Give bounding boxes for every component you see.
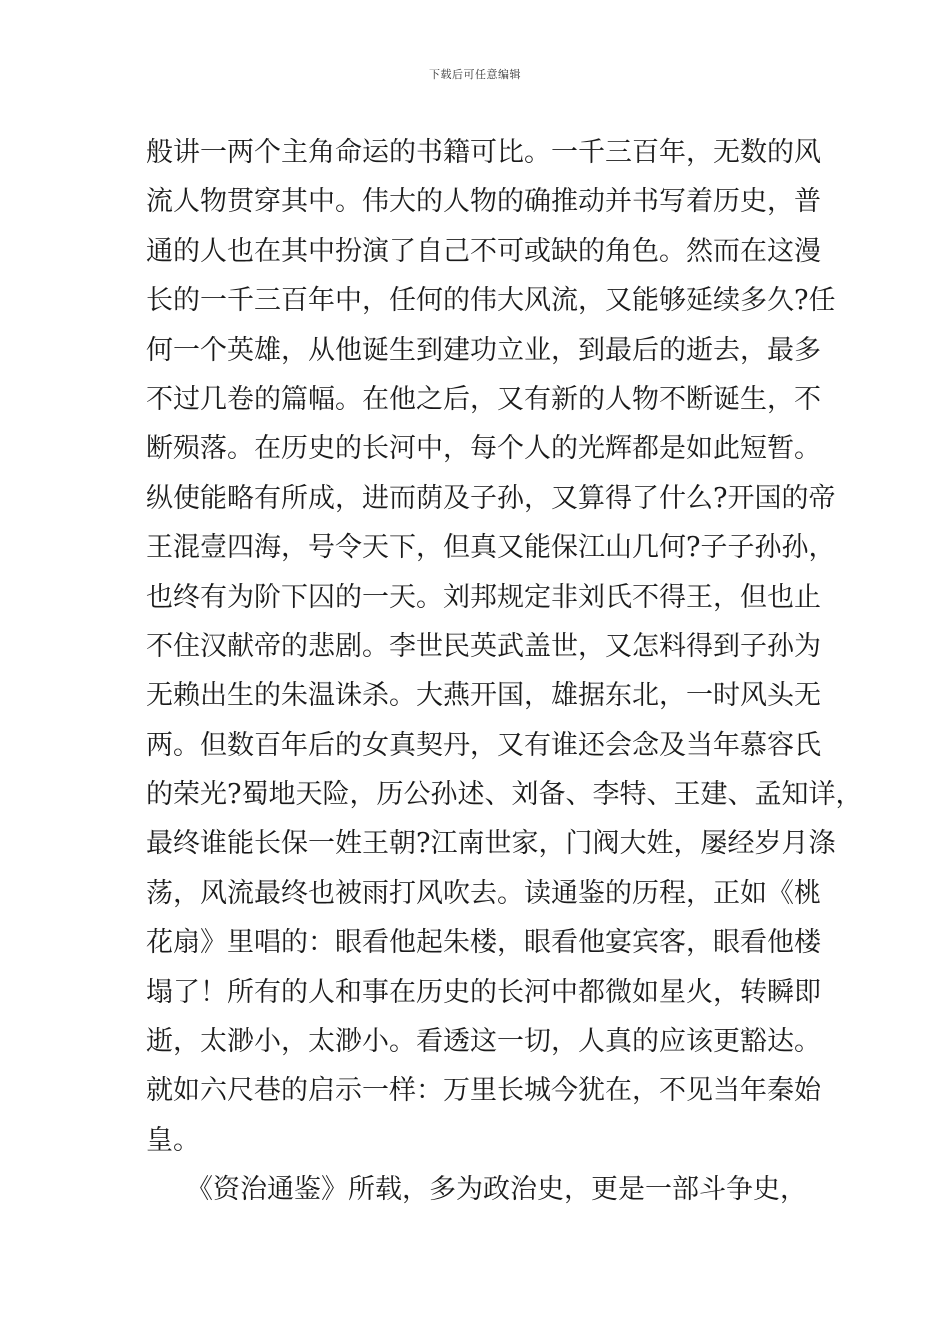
- text-line: 最终谁能长保一姓王朝?江南世家，门阀大姓，屡经岁月涤: [146, 828, 836, 860]
- text-line: 王混壹四海，号令天下，但真又能保江山几何?子子孙孙，: [146, 532, 836, 564]
- text-line: 不过几卷的篇幅。在他之后，又有新的人物不断诞生，不: [146, 383, 821, 415]
- text-line: 通的人也在其中扮演了自己不可或缺的角色。然而在这漫: [146, 235, 821, 267]
- text-line: 两。但数百年后的女真契丹，又有谁还会念及当年慕容氏: [146, 729, 821, 761]
- text-line: 荡，风流最终也被雨打风吹去。读通鉴的历程，正如《桃: [146, 877, 821, 909]
- text-line: 断殒落。在历史的长河中，每个人的光辉都是如此短暂。: [146, 433, 821, 465]
- text-line: 塌了！所有的人和事在历史的长河中都微如星火，转瞬即: [146, 976, 821, 1008]
- text-line: 就如六尺巷的启示一样：万里长城今犹在，不见当年秦始: [146, 1075, 821, 1107]
- text-line: 纵使能略有所成，进而荫及子孙，又算得了什么?开国的帝: [146, 482, 836, 514]
- text-line: 花扇》里唱的：眼看他起朱楼，眼看他宴宾客，眼看他楼: [146, 927, 821, 959]
- text-line: 般讲一两个主角命运的书籍可比。一千三百年，无数的风: [146, 137, 821, 168]
- text-line: 也终有为阶下囚的一天。刘邦规定非刘氏不得王，但也止: [146, 581, 821, 613]
- text-line: 不住汉献帝的悲剧。李世民英武盖世，又怎料得到子孙为: [146, 630, 821, 662]
- text-line: 的荣光?蜀地天险，历公孙述、刘备、李特、王建、孟知详，: [146, 779, 863, 811]
- text-line: 无赖出生的朱温诛杀。大燕开国，雄据东北，一时风头无: [146, 680, 821, 712]
- paragraph-end-line: 皇。: [146, 1124, 200, 1156]
- text-line: 逝，太渺小，太渺小。看透这一切，人真的应该更豁达。: [146, 1026, 821, 1058]
- text-line: 流人物贯穿其中。伟大的人物的确推动并书写着历史，普: [146, 186, 821, 218]
- text-line: 长的一千三百年中，任何的伟大风流，又能够延续多久?任: [146, 285, 836, 317]
- text-line: 何一个英雄，从他诞生到建功立业，到最后的逝去，最多: [146, 334, 821, 366]
- header-note: 下载后可任意编辑: [429, 68, 521, 81]
- paragraph-start-line: 《资治通鉴》所载，多为政治史，更是一部斗争史，: [186, 1174, 807, 1206]
- body-text: [146, 128, 863, 1215]
